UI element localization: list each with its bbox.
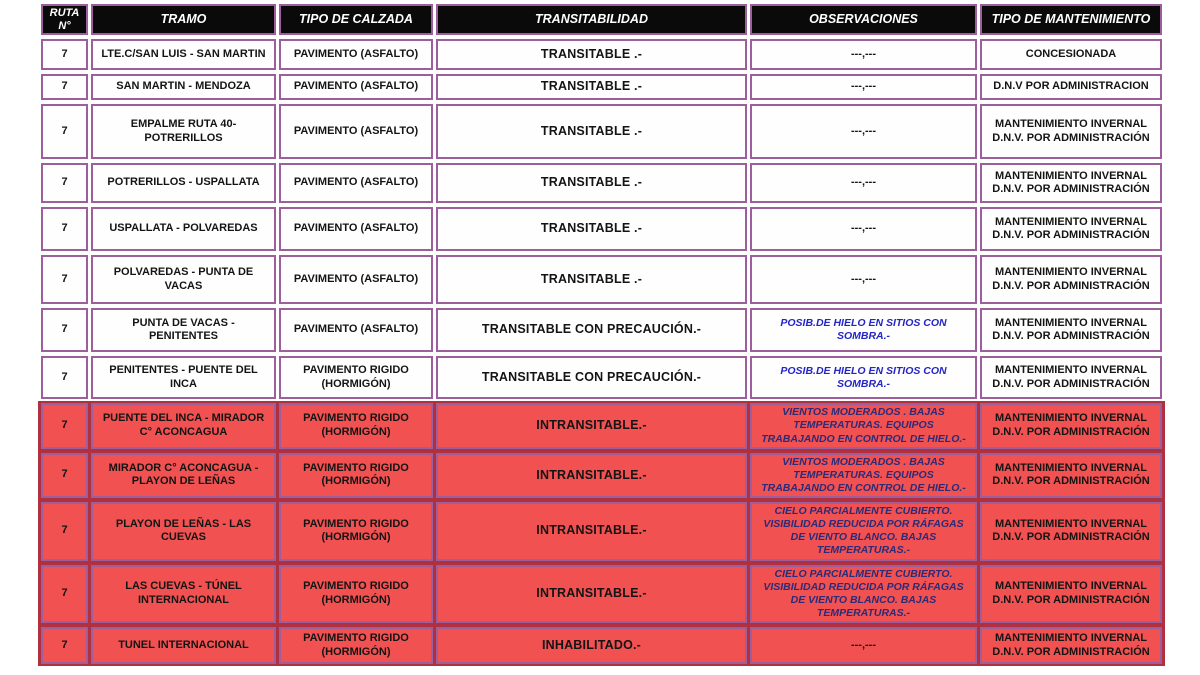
table-row xyxy=(38,625,1165,666)
cell-mantenimiento: MANTENIMIENTO INVERNAL D.N.V. POR ADMINISTRACIÓN xyxy=(980,255,1162,304)
column-header-observaciones: OBSERVACIONES xyxy=(750,4,977,35)
column-header-tramo: TRAMO xyxy=(91,4,276,35)
cell-transitabilidad: INTRANSITABLE.- xyxy=(436,565,747,624)
cell-transitabilidad: TRANSITABLE CON PRECAUCIÓN.- xyxy=(436,356,747,399)
cell-tramo: PLAYON DE LEÑAS - LAS CUEVAS xyxy=(91,502,276,561)
cell-calzada: PAVIMENTO (ASFALTO) xyxy=(279,74,433,100)
cell-observaciones: ---,--- xyxy=(750,163,977,203)
cell-calzada: PAVIMENTO (ASFALTO) xyxy=(279,308,433,352)
cell-transitabilidad: TRANSITABLE .- xyxy=(436,163,747,203)
column-header-transitabilidad: TRANSITABILIDAD xyxy=(436,4,747,35)
cell-transitabilidad: TRANSITABLE .- xyxy=(436,39,747,70)
cell-mantenimiento: CONCESIONADA xyxy=(980,39,1162,70)
cell-transitabilidad: TRANSITABLE .- xyxy=(436,104,747,159)
cell-calzada: PAVIMENTO (ASFALTO) xyxy=(279,39,433,70)
table-row xyxy=(38,72,1165,102)
column-header-calzada: TIPO DE CALZADA xyxy=(279,4,433,35)
cell-calzada: PAVIMENTO (ASFALTO) xyxy=(279,104,433,159)
cell-ruta: 7 xyxy=(41,163,88,203)
cell-mantenimiento: MANTENIMIENTO INVERNAL D.N.V. POR ADMINISTRACIÓN xyxy=(980,356,1162,399)
cell-calzada: PAVIMENTO RIGIDO (HORMIGÓN) xyxy=(279,403,433,448)
cell-tramo: USPALLATA - POLVAREDAS xyxy=(91,207,276,251)
cell-ruta: 7 xyxy=(41,403,88,448)
cell-observaciones: ---,--- xyxy=(750,104,977,159)
cell-transitabilidad: TRANSITABLE .- xyxy=(436,255,747,304)
cell-ruta: 7 xyxy=(41,453,88,498)
cell-observaciones: POSIB.DE HIELO EN SITIOS CON SOMBRA.- xyxy=(750,356,977,399)
road-status-table xyxy=(38,2,1165,666)
cell-observaciones: VIENTOS MODERADOS . BAJAS TEMPERATURAS. EQUIPOS TRABAJANDO EN CONTROL DE HIELO.- xyxy=(750,403,977,448)
cell-mantenimiento: MANTENIMIENTO INVERNAL D.N.V. POR ADMINISTRACIÓN xyxy=(980,502,1162,561)
cell-observaciones: CIELO PARCIALMENTE CUBIERTO. VISIBILIDAD REDUCIDA POR RÁFAGAS DE VIENTO BLANCO. BAJAS TEMPERATURAS.- xyxy=(750,565,977,624)
table-row xyxy=(38,500,1165,563)
cell-mantenimiento: D.N.V POR ADMINISTRACION xyxy=(980,74,1162,100)
table-row xyxy=(38,306,1165,354)
cell-transitabilidad: INTRANSITABLE.- xyxy=(436,403,747,448)
cell-ruta: 7 xyxy=(41,104,88,159)
table-row xyxy=(38,563,1165,626)
cell-ruta: 7 xyxy=(41,255,88,304)
cell-mantenimiento: MANTENIMIENTO INVERNAL D.N.V. POR ADMINISTRACIÓN xyxy=(980,163,1162,203)
cell-tramo: POTRERILLOS - USPALLATA xyxy=(91,163,276,203)
cell-mantenimiento: MANTENIMIENTO INVERNAL D.N.V. POR ADMINISTRACIÓN xyxy=(980,565,1162,624)
table-row xyxy=(38,451,1165,500)
cell-tramo: LTE.C/SAN LUIS - SAN MARTIN xyxy=(91,39,276,70)
cell-observaciones: CIELO PARCIALMENTE CUBIERTO. VISIBILIDAD REDUCIDA POR RÁFAGAS DE VIENTO BLANCO. BAJAS TEMPERATURAS.- xyxy=(750,502,977,561)
cell-ruta: 7 xyxy=(41,356,88,399)
cell-transitabilidad: TRANSITABLE .- xyxy=(436,74,747,100)
cell-transitabilidad: TRANSITABLE CON PRECAUCIÓN.- xyxy=(436,308,747,352)
table-row xyxy=(38,102,1165,161)
cell-ruta: 7 xyxy=(41,39,88,70)
cell-tramo: TUNEL INTERNACIONAL xyxy=(91,627,276,664)
cell-tramo: PUENTE DEL INCA - MIRADOR C° ACONCAGUA xyxy=(91,403,276,448)
table-row xyxy=(38,161,1165,205)
cell-ruta: 7 xyxy=(41,627,88,664)
cell-calzada: PAVIMENTO (ASFALTO) xyxy=(279,163,433,203)
cell-mantenimiento: MANTENIMIENTO INVERNAL D.N.V. POR ADMINISTRACIÓN xyxy=(980,207,1162,251)
cell-mantenimiento: MANTENIMIENTO INVERNAL D.N.V. POR ADMINISTRACIÓN xyxy=(980,453,1162,498)
cell-transitabilidad: INTRANSITABLE.- xyxy=(436,502,747,561)
cell-transitabilidad: TRANSITABLE .- xyxy=(436,207,747,251)
cell-observaciones: ---,--- xyxy=(750,255,977,304)
cell-observaciones: ---,--- xyxy=(750,39,977,70)
cell-tramo: PENITENTES - PUENTE DEL INCA xyxy=(91,356,276,399)
cell-transitabilidad: INTRANSITABLE.- xyxy=(436,453,747,498)
cell-tramo: EMPALME RUTA 40- POTRERILLOS xyxy=(91,104,276,159)
cell-observaciones: ---,--- xyxy=(750,74,977,100)
table-row xyxy=(38,354,1165,401)
table-row xyxy=(38,37,1165,72)
cell-tramo: MIRADOR C° ACONCAGUA - PLAYON DE LEÑAS xyxy=(91,453,276,498)
table-row xyxy=(38,253,1165,306)
cell-calzada: PAVIMENTO RIGIDO (HORMIGÓN) xyxy=(279,627,433,664)
cell-calzada: PAVIMENTO (ASFALTO) xyxy=(279,255,433,304)
column-header-ruta: RUTA N° xyxy=(41,4,88,35)
cell-ruta: 7 xyxy=(41,207,88,251)
cell-observaciones: POSIB.DE HIELO EN SITIOS CON SOMBRA.- xyxy=(750,308,977,352)
table-header-row xyxy=(38,2,1165,37)
cell-calzada: PAVIMENTO RIGIDO (HORMIGÓN) xyxy=(279,356,433,399)
table-row xyxy=(38,205,1165,253)
cell-ruta: 7 xyxy=(41,502,88,561)
cell-observaciones: VIENTOS MODERADOS . BAJAS TEMPERATURAS. EQUIPOS TRABAJANDO EN CONTROL DE HIELO.- xyxy=(750,453,977,498)
cell-transitabilidad: INHABILITADO.- xyxy=(436,627,747,664)
column-header-mantenimiento: TIPO DE MANTENIMIENTO xyxy=(980,4,1162,35)
cell-calzada: PAVIMENTO RIGIDO (HORMIGÓN) xyxy=(279,565,433,624)
cell-mantenimiento: MANTENIMIENTO INVERNAL D.N.V. POR ADMINISTRACIÓN xyxy=(980,104,1162,159)
cell-tramo: PUNTA DE VACAS - PENITENTES xyxy=(91,308,276,352)
cell-mantenimiento: MANTENIMIENTO INVERNAL D.N.V. POR ADMINISTRACIÓN xyxy=(980,627,1162,664)
cell-calzada: PAVIMENTO (ASFALTO) xyxy=(279,207,433,251)
cell-tramo: SAN MARTIN - MENDOZA xyxy=(91,74,276,100)
cell-mantenimiento: MANTENIMIENTO INVERNAL D.N.V. POR ADMINISTRACIÓN xyxy=(980,308,1162,352)
cell-ruta: 7 xyxy=(41,308,88,352)
cell-tramo: POLVAREDAS - PUNTA DE VACAS xyxy=(91,255,276,304)
cell-mantenimiento: MANTENIMIENTO INVERNAL D.N.V. POR ADMINISTRACIÓN xyxy=(980,403,1162,448)
cell-calzada: PAVIMENTO RIGIDO (HORMIGÓN) xyxy=(279,453,433,498)
cell-calzada: PAVIMENTO RIGIDO (HORMIGÓN) xyxy=(279,502,433,561)
cell-tramo: LAS CUEVAS - TÚNEL INTERNACIONAL xyxy=(91,565,276,624)
cell-ruta: 7 xyxy=(41,74,88,100)
cell-observaciones: ---,--- xyxy=(750,207,977,251)
cell-observaciones: ---,--- xyxy=(750,627,977,664)
table-row xyxy=(38,401,1165,450)
cell-ruta: 7 xyxy=(41,565,88,624)
